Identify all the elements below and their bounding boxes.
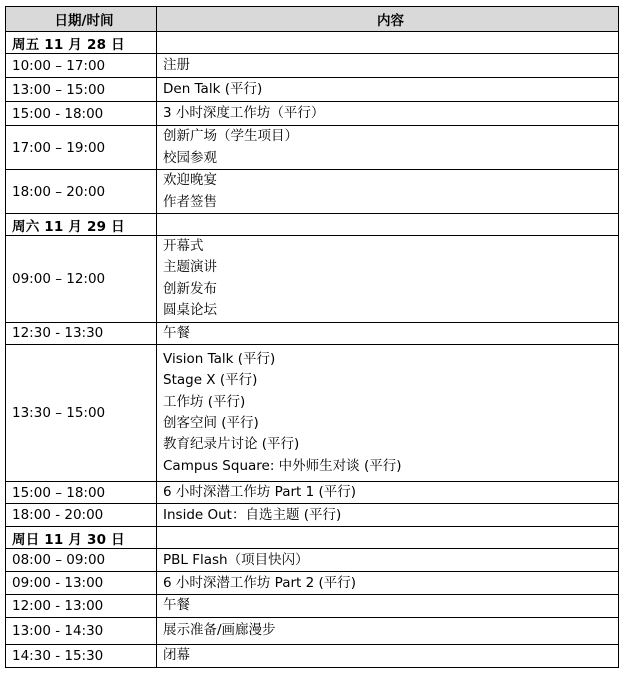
schedule-row <box>6 482 619 504</box>
day-label: 周日 11 月 30 日 <box>6 527 157 549</box>
schedule-row <box>6 102 619 126</box>
content-item: 闭幕 <box>163 647 190 664</box>
content-cell <box>157 102 619 126</box>
time-cell: 08:00 – 09:00 <box>6 549 157 572</box>
content-item: 校园参观 <box>163 149 217 166</box>
content-item: PBL Flash（项目快闪） <box>163 551 309 568</box>
schedule-row <box>6 595 619 617</box>
day-header-row <box>6 527 619 549</box>
time-cell: 10:00 – 17:00 <box>6 54 157 78</box>
content-cell <box>157 549 619 572</box>
content-item: 圆桌论坛 <box>163 302 217 319</box>
day-label: 周五 11 月 28 日 <box>6 32 157 54</box>
schedule-row <box>6 126 619 170</box>
time-cell: 12:30 - 13:30 <box>6 322 157 344</box>
content-item: 展示准备/画廊漫步 <box>163 622 276 639</box>
content-item: Vision Talk (平行) <box>163 350 276 367</box>
time-cell: 15:00 - 18:00 <box>6 102 157 126</box>
content-item: 作者签售 <box>163 193 217 210</box>
content-cell <box>157 572 619 595</box>
content-item: 工作坊 (平行) <box>163 393 246 410</box>
content-item: Inside Out：自选主题 (平行) <box>163 506 342 523</box>
time-cell: 09:00 - 13:00 <box>6 572 157 595</box>
time-cell: 09:00 – 12:00 <box>6 236 157 323</box>
content-item: 午餐 <box>163 324 190 341</box>
time-cell: 17:00 – 19:00 <box>6 126 157 170</box>
content-item: 主题演讲 <box>163 259 217 276</box>
time-cell: 18:00 - 20:00 <box>6 504 157 527</box>
time-cell: 13:00 – 15:00 <box>6 78 157 102</box>
schedule-row <box>6 617 619 644</box>
content-item: 教育纪录片讨论 (平行) <box>163 436 300 453</box>
content-item: Den Talk (平行) <box>163 80 263 97</box>
schedule-row <box>6 78 619 102</box>
content-item: 创客空间 (平行) <box>163 415 259 432</box>
schedule-row <box>6 54 619 78</box>
header-date-time: 日期/时间 <box>6 7 157 32</box>
content-item: 6 小时深潜工作坊 Part 2 (平行) <box>163 574 357 591</box>
content-item: 开幕式 <box>163 238 204 254</box>
schedule-body <box>6 32 619 668</box>
content-cell <box>157 78 619 102</box>
schedule-row <box>6 170 619 214</box>
content-item: 午餐 <box>163 597 190 614</box>
content-cell <box>157 644 619 667</box>
header-row <box>6 7 619 32</box>
time-cell: 12:00 - 13:00 <box>6 595 157 617</box>
header-content: 内容 <box>157 7 619 32</box>
schedule-row <box>6 345 619 482</box>
content-item: 3 小时深度工作坊（平行） <box>163 104 325 121</box>
content-item: Campus Square: 中外师生对谈 (平行) <box>163 457 402 474</box>
content-cell <box>157 504 619 527</box>
schedule-row <box>6 644 619 667</box>
content-item: 注册 <box>163 56 190 73</box>
content-item: Stage X (平行) <box>163 372 258 389</box>
time-cell: 15:00 – 18:00 <box>6 482 157 504</box>
day-empty-cell <box>157 32 619 54</box>
content-item: 创新广场（学生项目） <box>163 128 298 145</box>
time-cell: 13:00 - 14:30 <box>6 617 157 644</box>
schedule-row <box>6 322 619 344</box>
content-cell <box>157 236 619 323</box>
content-cell <box>157 126 619 170</box>
content-cell <box>157 595 619 617</box>
content-item: 欢迎晚宴 <box>163 172 217 189</box>
content-cell <box>157 617 619 644</box>
schedule-row <box>6 572 619 595</box>
day-header-row <box>6 32 619 54</box>
content-cell <box>157 54 619 78</box>
time-cell: 13:30 – 15:00 <box>6 345 157 482</box>
content-cell <box>157 322 619 344</box>
time-cell: 14:30 - 15:30 <box>6 644 157 667</box>
time-cell: 18:00 – 20:00 <box>6 170 157 214</box>
day-header-row <box>6 214 619 236</box>
day-label: 周六 11 月 29 日 <box>6 214 157 236</box>
content-item: 创新发布 <box>163 280 217 297</box>
day-empty-cell <box>157 214 619 236</box>
content-cell <box>157 482 619 504</box>
content-item: 6 小时深潜工作坊 Part 1 (平行) <box>163 484 357 501</box>
schedule-row <box>6 504 619 527</box>
content-cell <box>157 345 619 482</box>
schedule-row <box>6 236 619 323</box>
content-cell <box>157 170 619 214</box>
schedule-row <box>6 549 619 572</box>
day-empty-cell <box>157 527 619 549</box>
schedule-table <box>5 6 619 668</box>
